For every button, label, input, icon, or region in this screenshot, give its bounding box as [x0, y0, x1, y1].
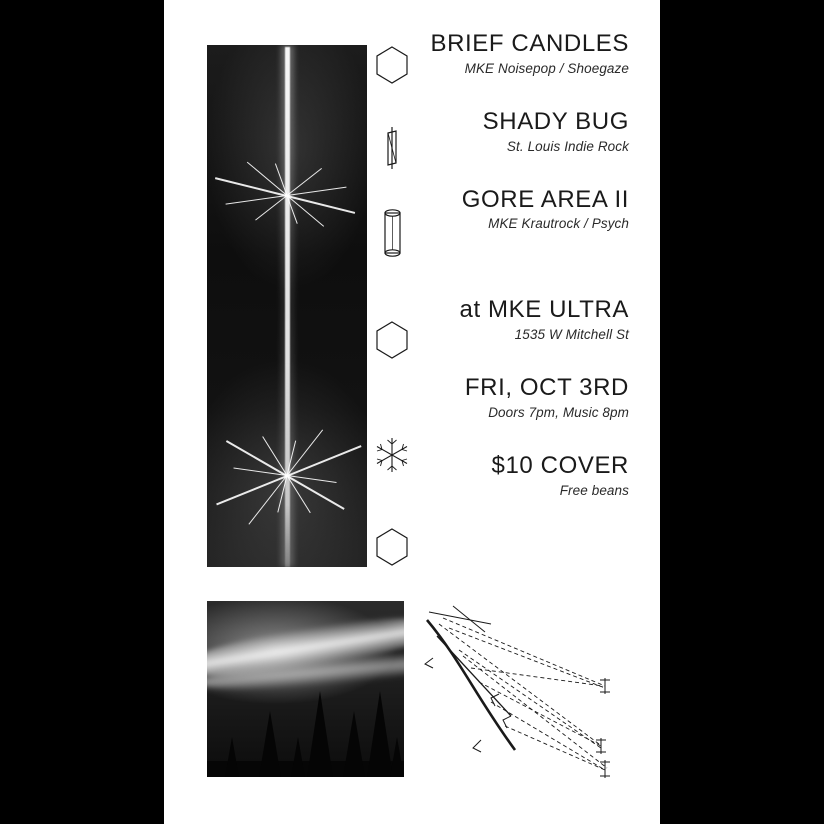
- lineup-entry-1: [414, 108, 629, 154]
- spacer: [414, 241, 629, 296]
- event-date: FRI, OCT 3RD: [464, 374, 629, 402]
- lineup-entry-2: [414, 186, 629, 232]
- column-crystal-icon: [367, 205, 417, 266]
- frost-crystal-photo: [207, 45, 367, 567]
- poster-text-column: [414, 30, 629, 508]
- date-entry: [414, 374, 629, 420]
- tree: [291, 737, 305, 777]
- band-descriptor: MKE Noisepop / Shoegaze: [464, 60, 629, 76]
- spacer: [414, 352, 629, 374]
- band-descriptor: MKE Krautrock / Psych: [488, 216, 629, 232]
- optics-ray-diagram: [419, 598, 619, 783]
- aurora-forest-photo: [207, 601, 404, 777]
- hexagon-icon-2: [367, 320, 417, 365]
- tree: [225, 737, 239, 777]
- lineup-entry-0: [414, 30, 629, 76]
- venue-name: at MKE ULTRA: [459, 296, 629, 324]
- poster: [164, 0, 660, 824]
- tree: [343, 711, 365, 777]
- band-name: SHADY BUG: [482, 107, 629, 135]
- spacer: [414, 164, 629, 186]
- icon-column: [367, 45, 417, 567]
- snowflake-icon: [367, 435, 417, 480]
- band-name: BRIEF CANDLES: [430, 30, 629, 57]
- hexagon-icon-3: [367, 527, 417, 572]
- tree: [259, 711, 281, 777]
- hexagon-icon: [367, 45, 417, 90]
- band-name: GORE AREA II: [461, 185, 629, 213]
- tree: [390, 737, 404, 777]
- event-times: Doors 7pm, Music 8pm: [488, 405, 629, 421]
- tree: [307, 691, 333, 777]
- cover-note: Free beans: [559, 482, 629, 498]
- spacer: [414, 430, 629, 452]
- price-entry: [414, 452, 629, 498]
- crystal-stem: [285, 47, 290, 567]
- venue-entry: [414, 296, 629, 342]
- band-descriptor: St. Louis Indie Rock: [506, 138, 629, 154]
- cover-price: $10 COVER: [491, 452, 629, 480]
- needle-crystal-icon: [367, 125, 417, 176]
- spacer: [414, 86, 629, 108]
- venue-address: 1535 W Mitchell St: [514, 327, 629, 343]
